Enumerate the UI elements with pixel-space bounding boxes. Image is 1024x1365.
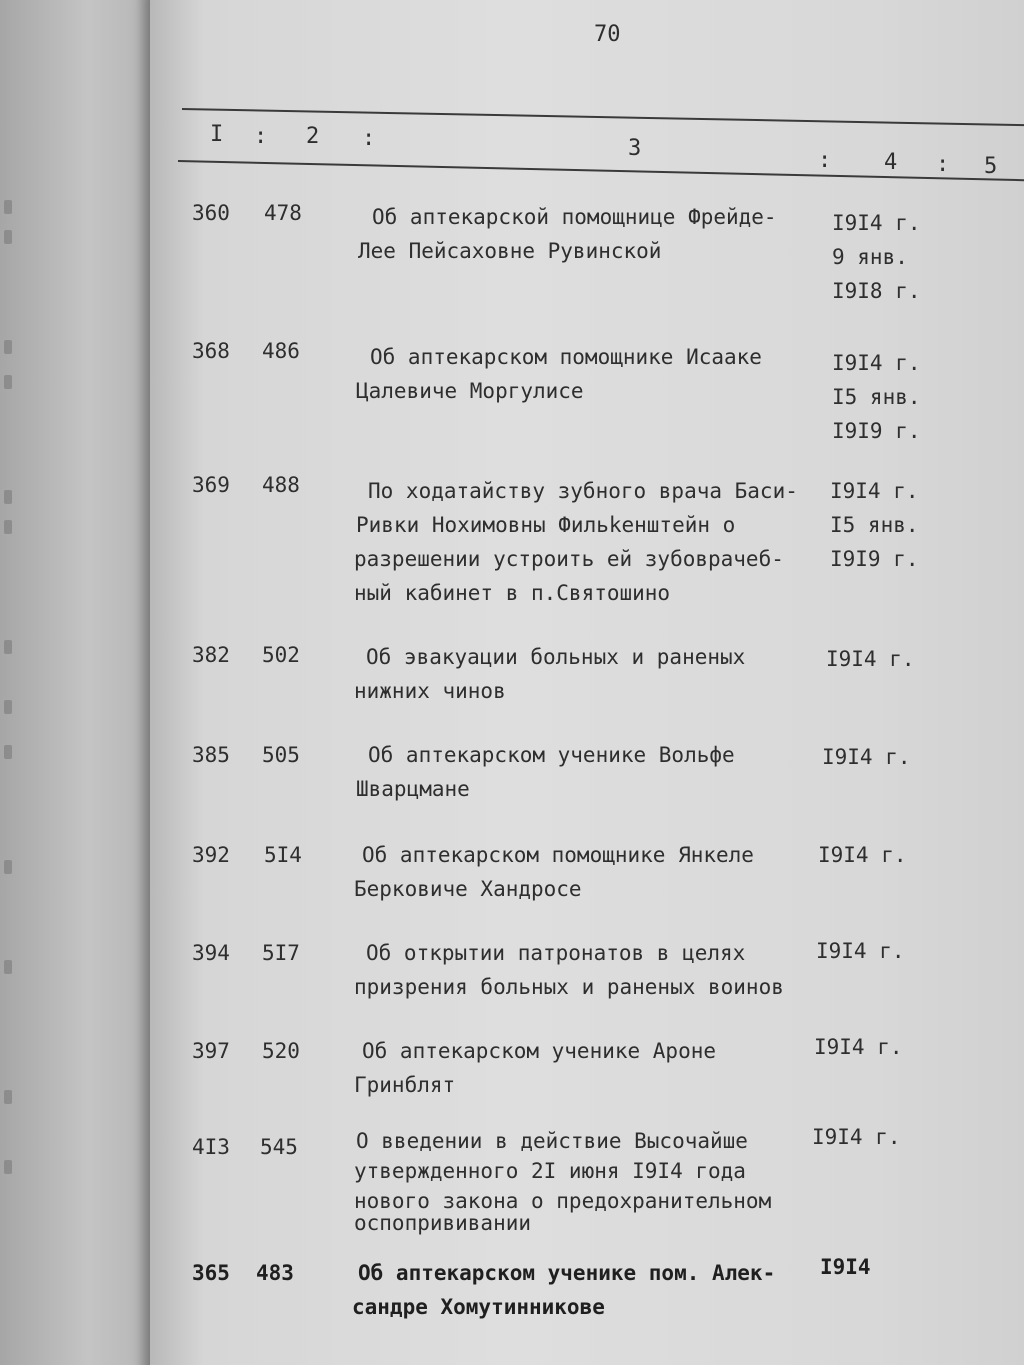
record-title-line: Об аптекарской помощнице Фрейде- (372, 205, 777, 229)
record-title-line: Об эвакуации больных и раненых (366, 645, 746, 669)
edge-mark (4, 230, 12, 244)
record-number: 4I3 (192, 1135, 230, 1159)
record-dates (812, 1122, 901, 1152)
column-separator: : (254, 124, 268, 149)
record-title (354, 1034, 717, 1102)
record-dates (822, 740, 911, 774)
edge-mark (4, 520, 12, 534)
record-title-line: Лее Пейсаховне Рувинской (358, 239, 662, 263)
record-date-line: I9I4 г. (814, 1035, 903, 1059)
record-title (356, 340, 762, 408)
record-dates (826, 642, 915, 676)
record-title (356, 738, 735, 806)
record-date-line: I9I8 г. (832, 279, 921, 303)
page-number: 70 (594, 22, 621, 47)
record-title (354, 474, 798, 610)
record-title (356, 1126, 773, 1246)
record-dates (818, 838, 907, 872)
record-date-line: I9I4 г. (818, 843, 907, 867)
edge-mark (4, 1160, 12, 1174)
record-date-line: I9I4 г. (816, 939, 905, 963)
record-old-number: 486 (262, 339, 300, 363)
record-title-line: Об открытии патронатов в целях (366, 941, 746, 965)
record-title-line: Об аптекарском помощнике Исааке (370, 345, 762, 369)
column-separator: : (818, 148, 832, 173)
record-title-line: ный кабинет в п.Святошино (354, 581, 671, 605)
record-dates (816, 934, 905, 968)
record-title (354, 640, 746, 708)
record-old-number: 520 (262, 1039, 300, 1063)
record-date-line: I5 янв. (830, 513, 919, 537)
edge-mark (4, 340, 12, 354)
record-date-line: I9I4 г. (832, 351, 921, 375)
record-date-line: I9I4 г. (830, 479, 919, 503)
record-dates (820, 1250, 871, 1284)
edge-mark (4, 700, 12, 714)
record-date-line: 9 янв. (832, 245, 908, 269)
record-title-line: призрения больных и раненых воинов (354, 975, 784, 999)
record-number: 369 (192, 473, 230, 497)
record-number: 392 (192, 843, 230, 867)
record-title-line: оспопрививании (354, 1211, 532, 1235)
record-title-line: Шварцмане (356, 777, 470, 801)
record-old-number: 545 (260, 1135, 298, 1159)
column-header-1: I (210, 122, 224, 147)
column-header-3: 3 (628, 136, 642, 161)
record-title-line: Гринблят (354, 1073, 456, 1097)
record-title-line: По ходатайству зубного врача Баси- (368, 479, 798, 503)
record-old-number: 5I4 (264, 843, 302, 867)
record-title (354, 936, 796, 1004)
record-title-line: О введении в действие Высочайше (356, 1129, 748, 1153)
record-old-number: 5I7 (262, 941, 300, 965)
column-header-2: 2 (306, 124, 320, 149)
record-dates (832, 346, 921, 448)
previous-page-edge (0, 0, 160, 1365)
record-date-line: I9I9 г. (830, 547, 919, 571)
record-number: 365 (192, 1261, 230, 1285)
column-header-5: 5 (984, 154, 998, 179)
edge-mark (4, 375, 12, 389)
column-separator: : (936, 152, 950, 177)
column-header-4: 4 (884, 150, 898, 175)
record-date-line: I5 янв. (832, 385, 921, 409)
edge-mark (4, 745, 12, 759)
record-number: 382 (192, 643, 230, 667)
record-title-line: Цалевиче Моргулисе (356, 379, 584, 403)
edge-mark (4, 960, 12, 974)
record-title-line: сандре Хомутинникове (352, 1295, 605, 1319)
record-old-number: 505 (262, 743, 300, 767)
record-title-line: Об аптекарском ученике Ароне (362, 1039, 717, 1063)
record-title-line: Об аптекарском ученике пом. Алек- (358, 1261, 776, 1285)
record-number: 385 (192, 743, 230, 767)
record-dates (814, 1030, 903, 1064)
edge-mark (4, 490, 12, 504)
record-title-line: Об аптекарском помощнике Янкеле (362, 843, 754, 867)
record-number: 394 (192, 941, 230, 965)
column-separator: : (362, 126, 376, 151)
record-old-number: 488 (262, 473, 300, 497)
record-dates (832, 206, 921, 308)
record-old-number: 478 (264, 201, 302, 225)
record-date-line: I9I4 (820, 1255, 871, 1279)
record-title-line: утвержденного 2I июня I9I4 года (354, 1159, 746, 1183)
edge-mark (4, 200, 12, 214)
record-title-line: Ривки Нохимовны Фильkенштейн о (356, 513, 736, 537)
record-title (354, 838, 754, 906)
record-old-number: 502 (262, 643, 300, 667)
record-number: 397 (192, 1039, 230, 1063)
record-number: 368 (192, 339, 230, 363)
edge-mark (4, 640, 12, 654)
record-date-line: I9I4 г. (812, 1125, 901, 1149)
edge-mark (4, 1090, 12, 1104)
record-title-line: Об аптекарском ученике Вольфе (368, 743, 735, 767)
record-title-line: нижних чинов (354, 679, 506, 703)
edge-mark (4, 860, 12, 874)
record-old-number: 483 (256, 1261, 294, 1285)
record-date-line: I9I4 г. (832, 211, 921, 235)
record-title (352, 1256, 776, 1324)
record-title-line: Берковиче Хандросе (354, 877, 582, 901)
record-date-line: I9I4 г. (822, 745, 911, 769)
record-date-line: I9I9 г. (832, 419, 921, 443)
record-dates (830, 474, 919, 576)
record-number: 360 (192, 201, 230, 225)
record-title-line: разрешении устроить ей зубоврачеб- (354, 547, 784, 571)
record-title (358, 200, 777, 268)
record-date-line: I9I4 г. (826, 647, 915, 671)
record-title-line: нового закона о предохранительном (354, 1189, 772, 1213)
